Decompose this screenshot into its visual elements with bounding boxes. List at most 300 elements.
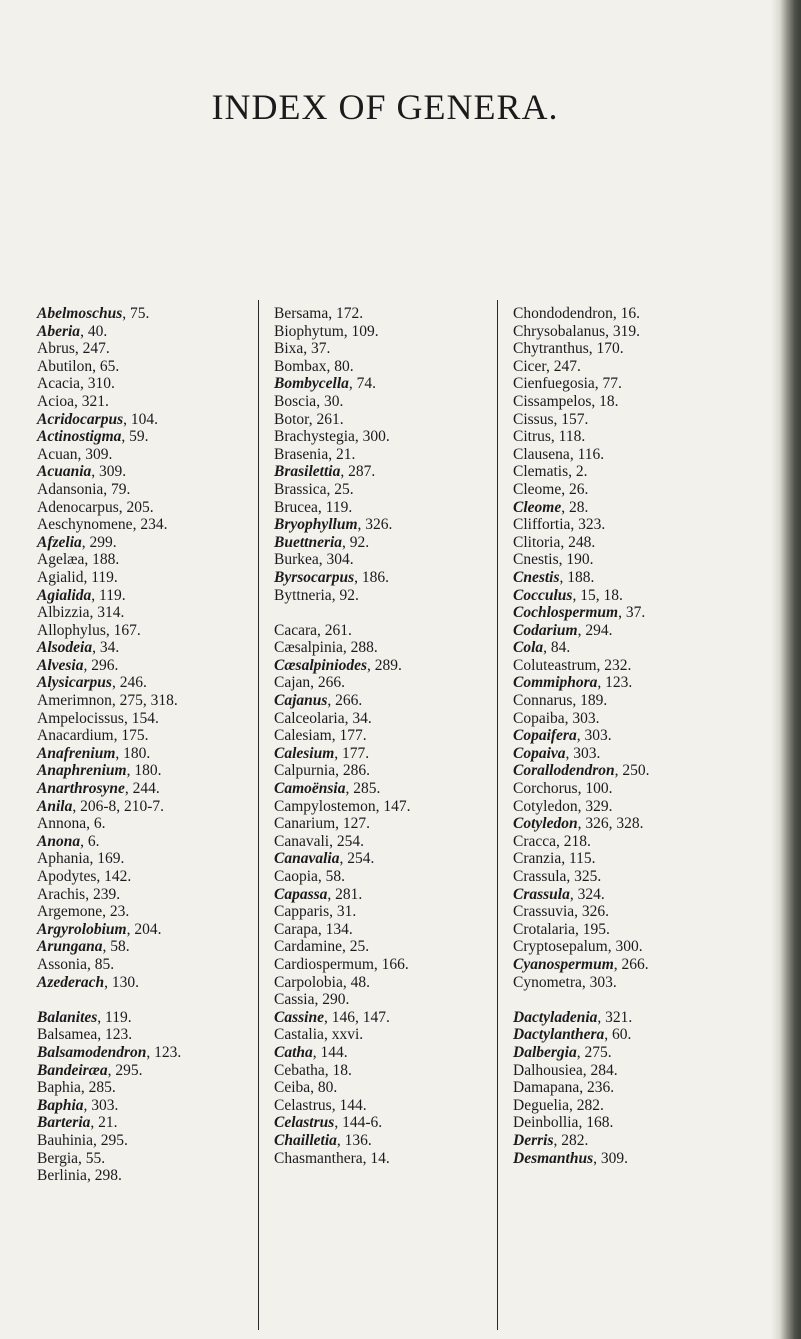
genus-name: Cæsalpinia — [274, 639, 343, 657]
genus-name: Brachystegia — [274, 428, 355, 446]
page-reference: 282. — [576, 1096, 604, 1114]
page-reference: 130. — [111, 973, 140, 991]
genus-name: Agialida — [37, 586, 92, 604]
page-reference: 247. — [553, 357, 581, 375]
index-entry: Derris, 282. — [513, 1131, 589, 1149]
genus-name: Deinbollia — [513, 1114, 579, 1132]
genus-name: Arachis — [37, 885, 86, 903]
genus-name: Bandeiræa — [37, 1061, 108, 1079]
index-entry: Biophytum, 109. — [274, 322, 379, 340]
page-reference: 290. — [322, 991, 350, 1009]
genus-name: Agelæa — [37, 551, 85, 569]
index-entry: Adansonia, 79. — [37, 480, 131, 498]
index-entry: Calpurnia, 286. — [274, 762, 370, 780]
page-reference: 14. — [370, 1149, 390, 1167]
page-reference: 80. — [334, 357, 354, 375]
page-reference: 116. — [577, 445, 605, 463]
genus-name: Barteria — [37, 1114, 91, 1132]
page-reference: 18. — [332, 1061, 352, 1079]
page-reference: 321. — [81, 392, 109, 410]
genus-name: Codarium — [513, 621, 578, 639]
genus-name: Abutilon — [37, 357, 93, 375]
page-reference: 115. — [568, 850, 596, 868]
index-entry: Bauhinia, 295. — [37, 1131, 128, 1149]
genus-name: Boscia — [274, 392, 317, 410]
index-entry: Berlinia, 298. — [37, 1167, 122, 1185]
index-entry: Crassuvia, 326. — [513, 903, 610, 921]
index-entry: Cæsalpiniodes, 289. — [274, 656, 402, 674]
page-reference: 282. — [561, 1131, 589, 1149]
genus-name: Dalbergia — [513, 1043, 577, 1061]
index-entry: Anona, 6. — [37, 832, 100, 850]
page-reference: 31. — [336, 903, 357, 921]
genus-name: Cassia — [274, 991, 315, 1009]
genus-name: Dactylanthera — [513, 1026, 605, 1044]
index-entry: Celastrus, 144. — [274, 1096, 367, 1114]
page-reference: 177. — [342, 744, 370, 762]
index-column-2 — [274, 305, 410, 1167]
index-entry: Cassine, 146, 147. — [274, 1008, 390, 1026]
page-reference: 157. — [561, 410, 589, 428]
page-reference: xxvi. — [331, 1026, 364, 1044]
index-entry: Assonia, 85. — [37, 955, 115, 973]
index-entry: Cardiospermum, 166. — [274, 955, 409, 973]
page-reference: 119. — [325, 498, 353, 516]
page-reference: 169. — [97, 850, 125, 868]
genus-name: Ampelocissus — [37, 709, 124, 727]
index-entry: Canavalia, 254. — [274, 850, 375, 868]
page-reference: 250. — [622, 762, 650, 780]
genus-name: Acuan — [37, 445, 78, 463]
genus-name: Deguelia — [513, 1096, 569, 1114]
index-entry: Abelmoschus, 75. — [37, 305, 150, 322]
page-reference: 37. — [311, 340, 331, 358]
genus-name: Cissus — [513, 410, 554, 428]
index-entry: Cola, 84. — [513, 639, 571, 657]
genus-name: Anaphrenium — [37, 762, 127, 780]
column-divider — [258, 300, 259, 1330]
genus-name: Albizzia — [37, 604, 90, 622]
page-reference: 79. — [111, 480, 131, 498]
genus-name: Carpolobia — [274, 973, 343, 991]
page-reference: 326. — [365, 516, 393, 534]
genus-name: Cajan — [274, 674, 311, 692]
genus-name: Arungana — [37, 938, 103, 956]
page-reference: 275. — [584, 1043, 612, 1061]
page-reference: 119. — [105, 1008, 132, 1026]
index-entry: Ampelocissus, 154. — [37, 709, 159, 727]
index-entry: Campylostemon, 147. — [274, 797, 411, 815]
index-entry: Corchorus, 100. — [513, 780, 613, 798]
genus-name: Canavali — [274, 832, 330, 850]
page-title: INDEX OF GENERA. — [211, 87, 559, 127]
genus-name: Anona — [37, 832, 81, 850]
index-entry: Azederach, 130. — [37, 973, 140, 991]
index-entry: Anaphrenium, 180. — [37, 762, 162, 780]
page-reference: 285. — [88, 1079, 116, 1097]
index-entry: Codarium, 294. — [513, 621, 613, 639]
page-reference: 92. — [349, 533, 370, 551]
genus-name: Berlinia — [37, 1167, 87, 1185]
genus-name: Cyanospermum — [513, 955, 614, 973]
page-reference: 246. — [119, 674, 147, 692]
page-reference: 175. — [121, 727, 149, 745]
index-entry: Calesiam, 177. — [274, 727, 367, 745]
index-entry: Alsodeia, 34. — [37, 639, 120, 657]
index-entry: Apodytes, 142. — [37, 868, 132, 885]
page-reference: 289. — [374, 656, 402, 674]
page-reference: 204. — [134, 920, 162, 938]
page-reference: 206-8, 210-7. — [80, 797, 165, 815]
index-entry: Calceolaria, 34. — [274, 709, 372, 727]
index-entry: Byttneria, 92. — [274, 586, 359, 604]
page-reference: 26. — [568, 480, 589, 498]
genus-name: Allophylus — [37, 621, 106, 639]
genus-name: Azederach — [37, 973, 105, 991]
page-reference: 205. — [126, 498, 154, 516]
page-reference: 254. — [347, 850, 375, 868]
page-reference: 324. — [577, 885, 605, 903]
page-reference: 146, 147. — [331, 1008, 390, 1026]
index-entry: Cochlospermum, 37. — [513, 604, 646, 622]
page-reference: 144. — [339, 1096, 367, 1114]
index-entry: Bombax, 80. — [274, 357, 354, 375]
index-entry: Deguelia, 282. — [513, 1096, 604, 1114]
index-entry: Deinbollia, 168. — [513, 1114, 614, 1132]
index-entry: Dactyladenia, 321. — [513, 1008, 633, 1026]
page-reference: 195. — [582, 920, 610, 938]
index-entry: Celastrus, 144-6. — [274, 1114, 383, 1132]
index-entry: Cyanospermum, 266. — [513, 955, 649, 973]
genus-name: Cardiospermum — [274, 955, 374, 973]
page-reference: 15, 18. — [580, 586, 623, 604]
page-reference: 247. — [82, 340, 110, 358]
genus-name: Burkea — [274, 551, 319, 569]
index-entry: Amerimnon, 275, 318. — [37, 692, 178, 710]
page-reference: 58. — [325, 868, 346, 885]
genus-name: Corallodendron — [513, 762, 615, 780]
page-reference: 60. — [612, 1026, 632, 1044]
index-entry: Citrus, 118. — [513, 428, 586, 446]
genus-name: Botor — [274, 410, 309, 428]
genus-name: Camoënsia — [274, 780, 346, 798]
genus-name: Brucea — [274, 498, 318, 516]
page-reference: 295. — [115, 1061, 143, 1079]
index-entry: Cracca, 218. — [513, 832, 591, 850]
genus-name: Bixa — [274, 340, 304, 358]
index-entry: Crassula, 324. — [513, 885, 605, 903]
page-reference: 188. — [92, 551, 120, 569]
genus-name: Cacara — [274, 621, 318, 639]
index-entry: Aberia, 40. — [37, 322, 108, 340]
index-entry: Chondodendron, 16. — [513, 305, 641, 322]
genus-name: Dalhousiea — [513, 1061, 583, 1079]
index-entry: Afzelia, 299. — [37, 533, 117, 551]
genus-name: Cotyledon — [513, 815, 578, 833]
page-reference: 309. — [99, 463, 127, 481]
genus-name: Cæsalpiniodes — [274, 656, 368, 674]
index-entry: Chailletia, 136. — [274, 1131, 372, 1149]
index-entry: Balanites, 119. — [37, 1008, 132, 1026]
index-entry: Abrus, 247. — [37, 340, 110, 358]
index-entry: Corallodendron, 250. — [513, 762, 650, 780]
index-entry: Dactylanthera, 60. — [513, 1026, 632, 1044]
page-reference: 266. — [621, 955, 649, 973]
index-entry: Aphania, 169. — [37, 850, 125, 868]
genus-name: Clausena — [513, 445, 570, 463]
genus-name: Abelmoschus — [37, 305, 123, 322]
genus-name: Cissampelos — [513, 392, 592, 410]
page-reference: 59. — [129, 428, 149, 446]
index-entry: Bixa, 37. — [274, 340, 331, 358]
genus-name: Adansonia — [37, 480, 104, 498]
index-entry: Cranzia, 115. — [513, 850, 596, 868]
index-entry: Crotalaria, 195. — [513, 920, 610, 938]
genus-name: Buettneria — [274, 533, 343, 551]
index-entry: Cotyledon, 326, 328. — [513, 815, 644, 833]
page-reference: 234. — [140, 516, 168, 534]
index-entry: Ceiba, 80. — [274, 1079, 338, 1097]
page-reference: 25. — [334, 480, 354, 498]
page-reference: 314. — [97, 604, 125, 622]
genus-name: Cnestis — [513, 551, 559, 569]
page-reference: 170. — [596, 340, 624, 358]
page-reference: 167. — [113, 621, 141, 639]
page-reference: 25. — [349, 938, 370, 956]
genus-name: Balsamea — [37, 1026, 98, 1044]
page-reference: 18. — [599, 392, 619, 410]
index-entry: Connarus, 189. — [513, 692, 608, 710]
page-reference: 281. — [335, 885, 363, 903]
index-entry: Annona, 6. — [37, 815, 106, 833]
index-entry: Cleome, 28. — [513, 498, 589, 516]
genus-name: Cotyledon — [513, 797, 578, 815]
page-reference: 186. — [361, 568, 389, 586]
index-entry: Cacara, 261. — [274, 621, 352, 639]
genus-name: Campylostemon — [274, 797, 376, 815]
genus-name: Copaifera — [513, 727, 577, 745]
genus-name: Desmanthus — [513, 1149, 594, 1167]
page-reference: 84. — [550, 639, 571, 657]
page-reference: 123. — [154, 1043, 182, 1061]
genus-name: Annona — [37, 815, 87, 833]
genus-name: Clitoria — [513, 533, 561, 551]
genus-name: Aberia — [37, 322, 81, 340]
index-entry: Acuan, 309. — [37, 445, 113, 463]
index-entry: Desmanthus, 309. — [513, 1149, 628, 1167]
genus-name: Adenocarpus — [37, 498, 119, 516]
page-reference: 58. — [110, 938, 130, 956]
page-reference: 65. — [99, 357, 120, 375]
genus-name: Balanites — [37, 1008, 98, 1026]
page-reference: 40. — [87, 322, 108, 340]
index-entry: Damapana, 236. — [513, 1079, 615, 1097]
genus-name: Anafrenium — [37, 744, 116, 762]
genus-name: Bombax — [274, 357, 327, 375]
page-reference: 92. — [339, 586, 359, 604]
genus-name: Biophytum — [274, 322, 344, 340]
page-reference: 104. — [130, 410, 158, 428]
page-reference: 248. — [568, 533, 596, 551]
page-reference: 142. — [104, 868, 132, 885]
genus-name: Bergia — [37, 1149, 79, 1167]
page-reference: 177. — [339, 727, 367, 745]
page-reference: 295. — [100, 1131, 128, 1149]
genus-name: Acuania — [37, 463, 92, 481]
index-entry: Coluteastrum, 232. — [513, 656, 632, 674]
index-entry: Clitoria, 248. — [513, 533, 596, 551]
index-entry: Balsamodendron, 123. — [37, 1043, 182, 1061]
index-entry: Aeschynomene, 234. — [37, 516, 168, 534]
genus-name: Citrus — [513, 428, 551, 446]
page-reference: 147. — [383, 797, 411, 815]
page-reference: 168. — [586, 1114, 614, 1132]
index-entry: Cardamine, 25. — [274, 938, 370, 956]
genus-name: Assonia — [37, 955, 87, 973]
page-reference: 254. — [336, 832, 364, 850]
index-entry: Cnestis, 190. — [513, 551, 594, 569]
genus-name: Chrysobalanus — [513, 322, 606, 340]
genus-name: Brassica — [274, 480, 327, 498]
index-entry: Cajan, 266. — [274, 674, 346, 692]
genus-name: Baphia — [37, 1096, 84, 1114]
index-entry: Buettneria, 92. — [274, 533, 370, 551]
index-entry: Abutilon, 65. — [37, 357, 120, 375]
genus-name: Capparis — [274, 903, 330, 921]
genus-name: Canavalia — [274, 850, 340, 868]
column-divider — [497, 300, 498, 1330]
genus-name: Chasmanthera — [274, 1149, 363, 1167]
index-entry: Brasenia, 21. — [274, 445, 356, 463]
index-entry: Bandeiræa, 295. — [37, 1061, 143, 1079]
page-reference: 154. — [131, 709, 159, 727]
genus-name: Calpurnia — [274, 762, 336, 780]
page-reference: 74. — [356, 375, 377, 393]
page-reference: 275, 318. — [119, 692, 178, 710]
genus-name: Chailletia — [274, 1131, 337, 1149]
index-entry: Acacia, 310. — [37, 375, 115, 393]
genus-name: Copaiba — [513, 709, 565, 727]
page-reference: 123. — [605, 674, 633, 692]
genus-name: Acioa — [37, 392, 75, 410]
genus-name: Aeschynomene — [37, 516, 133, 534]
page-reference: 180. — [123, 744, 151, 762]
page-reference: 288. — [350, 639, 378, 657]
genus-name: Cochlospermum — [513, 604, 619, 622]
genus-name: Aphania — [37, 850, 90, 868]
page-reference: 34. — [99, 639, 120, 657]
page-reference: 298. — [94, 1167, 122, 1185]
index-entry: Cleome, 26. — [513, 480, 589, 498]
genus-name: Cienfuegosia — [513, 375, 595, 393]
genus-name: Cassine — [274, 1008, 324, 1026]
index-entry: Argyrolobium, 204. — [37, 920, 162, 938]
genus-name: Catha — [274, 1043, 313, 1061]
genus-name: Cliffortia — [513, 516, 571, 534]
genus-name: Alysicarpus — [37, 674, 112, 692]
genus-name: Acacia — [37, 375, 81, 393]
index-entry: Brachystegia, 300. — [274, 428, 390, 446]
index-entry: Cienfuegosia, 77. — [513, 375, 622, 393]
page-reference: 55. — [85, 1149, 106, 1167]
genus-name: Commiphora — [513, 674, 598, 692]
index-entry: Cissus, 157. — [513, 410, 589, 428]
page-reference: 21. — [98, 1114, 118, 1132]
page-reference: 296. — [91, 656, 119, 674]
genus-name: Coluteastrum — [513, 656, 597, 674]
index-entry: Caopia, 58. — [274, 868, 346, 885]
page-edge-shadow — [771, 0, 801, 1339]
page-reference: 261. — [316, 410, 344, 428]
genus-name: Chytranthus — [513, 340, 589, 358]
genus-name: Clematis — [513, 463, 569, 481]
index-entry: Balsamea, 123. — [37, 1026, 133, 1044]
page-reference: 77. — [602, 375, 622, 393]
index-entry: Cryptosepalum, 300. — [513, 938, 643, 956]
page-reference: 309. — [600, 1149, 628, 1167]
index-entry: Camoënsia, 285. — [274, 780, 381, 798]
page-reference: 166. — [381, 955, 409, 973]
genus-name: Anila — [37, 797, 73, 815]
index-entry: Clematis, 2. — [513, 463, 588, 481]
genus-name: Baphia — [37, 1079, 81, 1097]
index-entry: Brucea, 119. — [274, 498, 353, 516]
genus-name: Calesium — [274, 744, 335, 762]
page-reference: 48. — [350, 973, 370, 991]
page-reference: 118. — [558, 428, 586, 446]
page-reference: 100. — [585, 780, 613, 798]
index-entry: Cissampelos, 18. — [513, 392, 619, 410]
genus-name: Copaiva — [513, 744, 566, 762]
genus-name: Cola — [513, 639, 544, 657]
page-reference: 180. — [134, 762, 162, 780]
genus-name: Cleome — [513, 498, 562, 516]
page-reference: 119. — [91, 568, 118, 586]
index-entry: Cajanus, 266. — [274, 692, 363, 710]
genus-name: Cleome — [513, 480, 562, 498]
index-entry: Crassula, 325. — [513, 868, 602, 885]
page-reference: 326, 328. — [585, 815, 644, 833]
genus-name: Derris — [513, 1131, 554, 1149]
genus-name: Corchorus — [513, 780, 578, 798]
page-reference: 310. — [87, 375, 115, 393]
page-reference: 6. — [87, 832, 100, 850]
genus-name: Cnestis — [513, 568, 560, 586]
index-entry: Copaiva, 303. — [513, 744, 601, 762]
page-reference: 319. — [612, 322, 641, 340]
index-entry: Anila, 206-8, 210-7. — [37, 797, 165, 815]
index-entry: Alysicarpus, 246. — [37, 674, 147, 692]
index-entry: Dalbergia, 275. — [513, 1043, 612, 1061]
page-reference: 236. — [587, 1079, 615, 1097]
genus-name: Amerimnon — [37, 692, 112, 710]
page-reference: 303. — [573, 744, 601, 762]
genus-name: Dactyladenia — [513, 1008, 598, 1026]
genus-name: Chondodendron — [513, 305, 613, 322]
page-reference: 144-6. — [342, 1114, 383, 1132]
index-entry: Bryophyllum, 326. — [274, 516, 393, 534]
page-reference: 123. — [105, 1026, 133, 1044]
index-entry: Acuania, 309. — [37, 463, 127, 481]
genus-name: Anacardium — [37, 727, 114, 745]
index-entry: Castalia, xxvi. — [274, 1026, 364, 1044]
index-entry: Dalhousiea, 284. — [513, 1061, 618, 1079]
genus-name: Balsamodendron — [37, 1043, 147, 1061]
page-reference: 30. — [323, 392, 344, 410]
index-entry: Cliffortia, 323. — [513, 516, 606, 534]
index-entry: Brassica, 25. — [274, 480, 354, 498]
genus-name: Abrus — [37, 340, 75, 358]
